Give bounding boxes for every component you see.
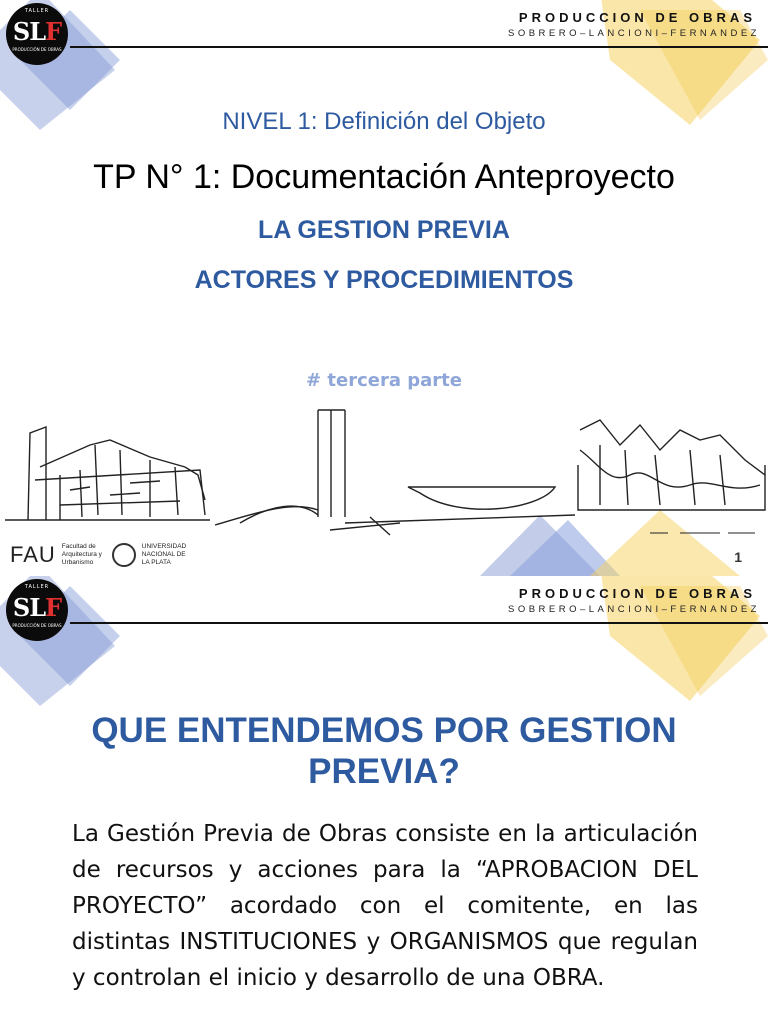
logo-bottom-text: PRODUCCIÓN DE OBRAS	[12, 47, 62, 52]
slide-2	[0, 576, 768, 1024]
fau-footer	[10, 542, 186, 568]
architecture-sketch	[0, 405, 768, 545]
tp-title: TP N° 1: Documentación Anteproyecto	[93, 158, 675, 196]
header-title: PRODUCCION DE OBRAS	[518, 586, 756, 601]
tercera-parte-label: # tercera parte	[306, 370, 462, 391]
logo-mark: SLF	[12, 17, 62, 46]
body-paragraph: La Gestión Previa de Obras consiste en la articulación de recursos y acciones para la “APROBACION DEL PROYECTO” acordado con el comitente, en las distintas INSTITUCIONES y ORGANISMOS que regulan y controlan el inicio y desarrollo de una OBRA.	[72, 821, 698, 991]
logo-top-text: TALLER	[24, 8, 50, 14]
header-subtitle: SOBRERO–LANCIONI–FERNANDEZ	[507, 604, 760, 615]
logo-bottom-text: PRODUCCIÓN DE OBRAS	[12, 623, 62, 628]
actores-heading: ACTORES Y PROCEDIMIENTOS	[194, 266, 574, 294]
page-number: 1	[734, 549, 742, 565]
logo-top-text: TALLER	[24, 584, 50, 590]
fau-logo-text: FAU	[10, 542, 56, 567]
facultad-text: Facultad de Arquitectura y Urbanismo	[61, 543, 102, 566]
university-seal-icon	[112, 543, 136, 567]
header-divider	[70, 46, 768, 48]
nivel-heading: NIVEL 1: Definición del Objeto	[222, 108, 546, 135]
taller-slf-logo	[6, 579, 68, 641]
universidad-text: UNIVERSIDAD NACIONAL DE LA PLATA	[141, 543, 187, 566]
header-divider	[70, 622, 768, 624]
header-title: PRODUCCION DE OBRAS	[518, 10, 756, 25]
slide-title: QUE ENTENDEMOS POR GESTION PREVIA?	[91, 711, 677, 791]
gestion-heading: LA GESTION PREVIA	[258, 216, 510, 244]
logo-mark: SLF	[12, 593, 62, 622]
taller-slf-logo	[6, 3, 68, 65]
header-subtitle: SOBRERO–LANCIONI–FERNANDEZ	[507, 28, 760, 39]
